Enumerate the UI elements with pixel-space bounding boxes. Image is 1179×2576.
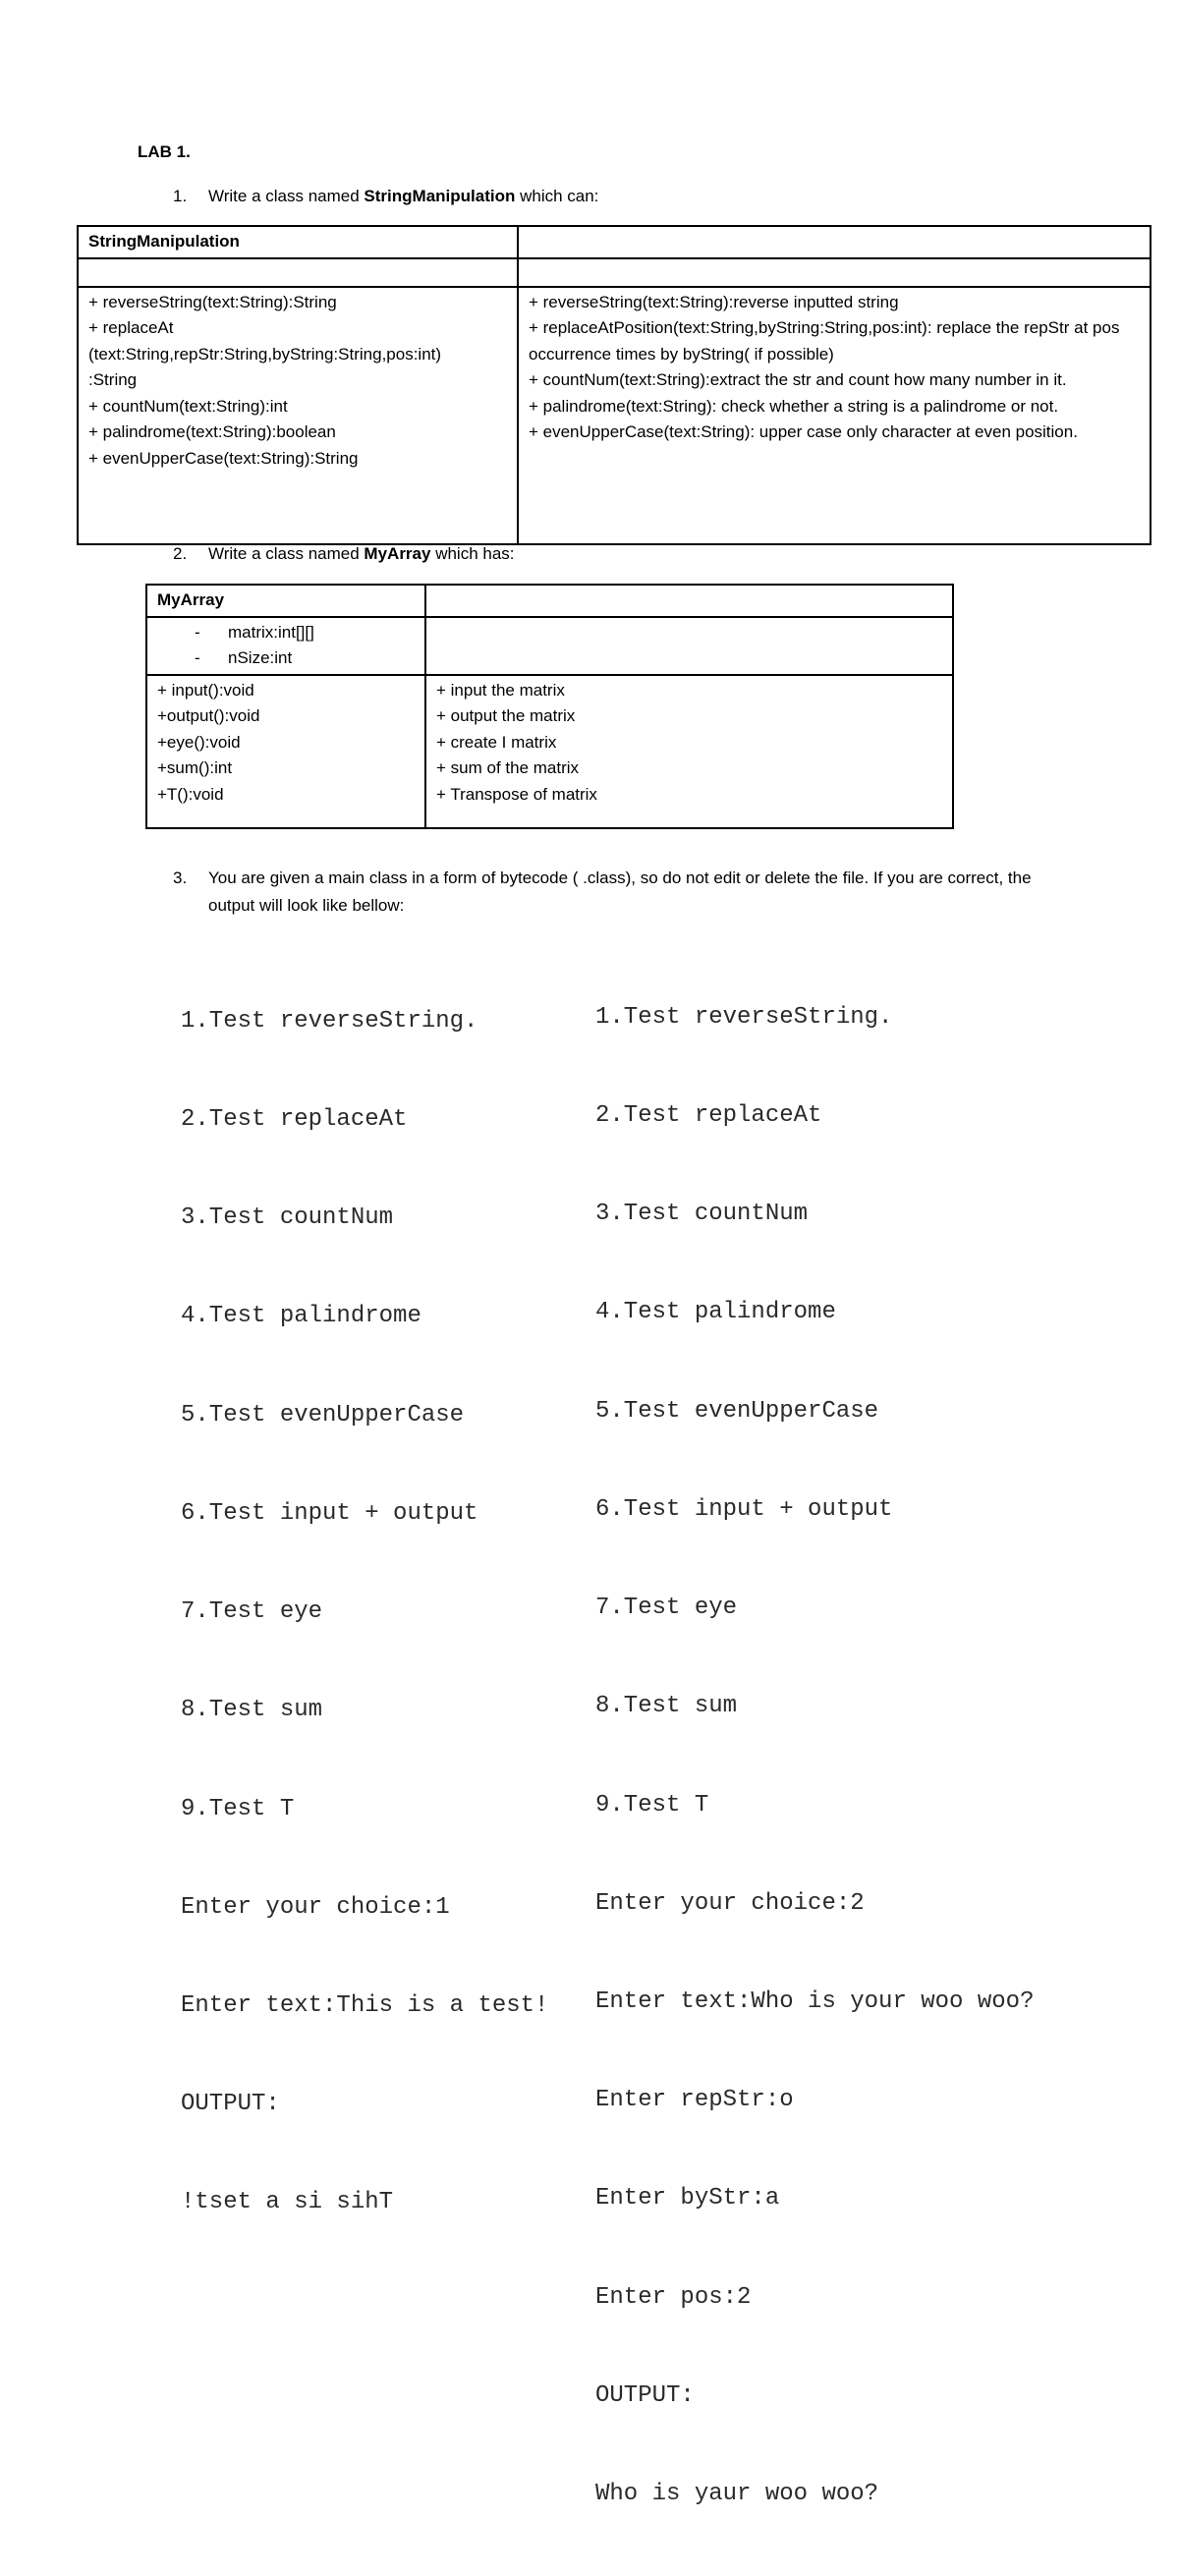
description-line: + Transpose of matrix (436, 784, 597, 804)
console-line: 3.Test countNum (181, 1204, 394, 1232)
console-line: Enter pos:2 (595, 2283, 752, 2311)
description-line: + palindrome(text:String): check whether a string is a palindrome or not. (529, 396, 1059, 416)
console-line: 3.Test countNum (595, 1201, 809, 1228)
method-line: :String (88, 370, 138, 389)
console-line: 6.Test input + output (595, 1495, 893, 1523)
question-text: You are given a main class in a form of bytecode ( .class), so do not edit or delete the file. If you are correct, the output will look like bellow: (208, 868, 1032, 915)
console-line: 5.Test evenUpperCase (181, 1401, 465, 1428)
method-line: + palindrome(text:String):boolean (88, 422, 336, 441)
methods-cell (78, 287, 518, 544)
console-line: Who is yaur woo woo? (595, 2481, 879, 2508)
console-line: 9.Test T (181, 1795, 295, 1822)
method-line: +T():void (157, 784, 224, 804)
class-name: StringManipulation (364, 187, 516, 205)
console-line: !tset a si sihT (181, 2189, 394, 2216)
console-line: 1.Test reverseString. (595, 1003, 893, 1031)
console-line: 7.Test eye (595, 1595, 738, 1622)
attributes-cell (146, 617, 425, 675)
method-line: +output():void (157, 706, 260, 725)
description-line: + create I matrix (436, 732, 557, 752)
question-number: 3. (173, 868, 188, 887)
description-line: + input the matrix (436, 680, 565, 700)
class-header: MyArray (146, 585, 425, 617)
question-text: Write a class named StringManipulation which can: (208, 187, 599, 205)
question-text: Write a class named MyArray which has: (208, 544, 515, 563)
header-empty-cell (518, 226, 1151, 258)
console-line: 9.Test T (595, 1791, 709, 1819)
console-line: 2.Test replaceAt (595, 1102, 822, 1130)
console-line: Enter byStr:a (595, 2185, 780, 2212)
console-line: 8.Test sum (181, 1697, 323, 1724)
console-line: 7.Test eye (181, 1598, 323, 1626)
console-line: 2.Test replaceAt (181, 1106, 408, 1134)
description-line: + countNum(text:String):extract the str and count how many number in it. (529, 370, 1067, 389)
method-line: + input():void (157, 680, 254, 700)
attributes-desc-cell (425, 617, 953, 675)
header-empty-cell (425, 585, 953, 617)
console-line: Enter text:This is a test! (181, 1992, 549, 2019)
descriptions-cell (518, 287, 1151, 544)
description-line: + reverseString(text:String):reverse inputted string (529, 292, 899, 311)
attributes-cell (78, 258, 518, 287)
console-output-right (595, 935, 1034, 2576)
methods-cell (146, 675, 425, 828)
myarray-table (145, 584, 954, 829)
console-line: 1.Test reverseString. (181, 1007, 478, 1035)
method-line: (text:String,repStr:String,byString:String,pos:int) (88, 344, 442, 364)
class-name: MyArray (364, 544, 431, 563)
attribute-line: - nSize:int (195, 648, 293, 667)
console-line: 6.Test input + output (181, 1499, 478, 1527)
attributes-desc-cell (518, 258, 1151, 287)
console-line: OUTPUT: (181, 2091, 280, 2118)
class-header: StringManipulation (78, 226, 518, 258)
method-line: + countNum(text:String):int (88, 396, 288, 416)
console-line: 4.Test palindrome (595, 1299, 836, 1326)
console-line: Enter text:Who is your woo woo? (595, 1988, 1035, 2015)
question-number: 2. (173, 544, 188, 563)
console-line: 8.Test sum (595, 1693, 738, 1720)
method-line: + replaceAt (88, 318, 174, 337)
method-line: +eye():void (157, 732, 241, 752)
console-line: Enter your choice:1 (181, 1893, 450, 1921)
description-line: + replaceAtPosition(text:String,byString:String,pos:int): replace the repStr at pos occurrence times by byString( if possible) (529, 318, 1120, 364)
method-line: + reverseString(text:String):String (88, 292, 337, 311)
question-number: 1. (173, 187, 188, 205)
console-output-left (181, 939, 548, 2285)
console-line: OUTPUT: (595, 2381, 695, 2409)
console-line: 5.Test evenUpperCase (595, 1397, 879, 1425)
lab-title: LAB 1. (138, 142, 191, 161)
description-line: + output the matrix (436, 706, 576, 725)
descriptions-cell (425, 675, 953, 828)
method-line: + evenUpperCase(text:String):String (88, 448, 359, 468)
description-line: + evenUpperCase(text:String): upper case only character at even position. (529, 422, 1078, 441)
string-manipulation-table (77, 225, 1151, 545)
console-line: 4.Test palindrome (181, 1303, 421, 1330)
console-line: Enter your choice:2 (595, 1889, 865, 1917)
method-line: +sum():int (157, 758, 233, 777)
console-line: Enter repStr:o (595, 2087, 794, 2114)
description-line: + sum of the matrix (436, 758, 580, 777)
attribute-line: - matrix:int[][] (195, 622, 314, 642)
